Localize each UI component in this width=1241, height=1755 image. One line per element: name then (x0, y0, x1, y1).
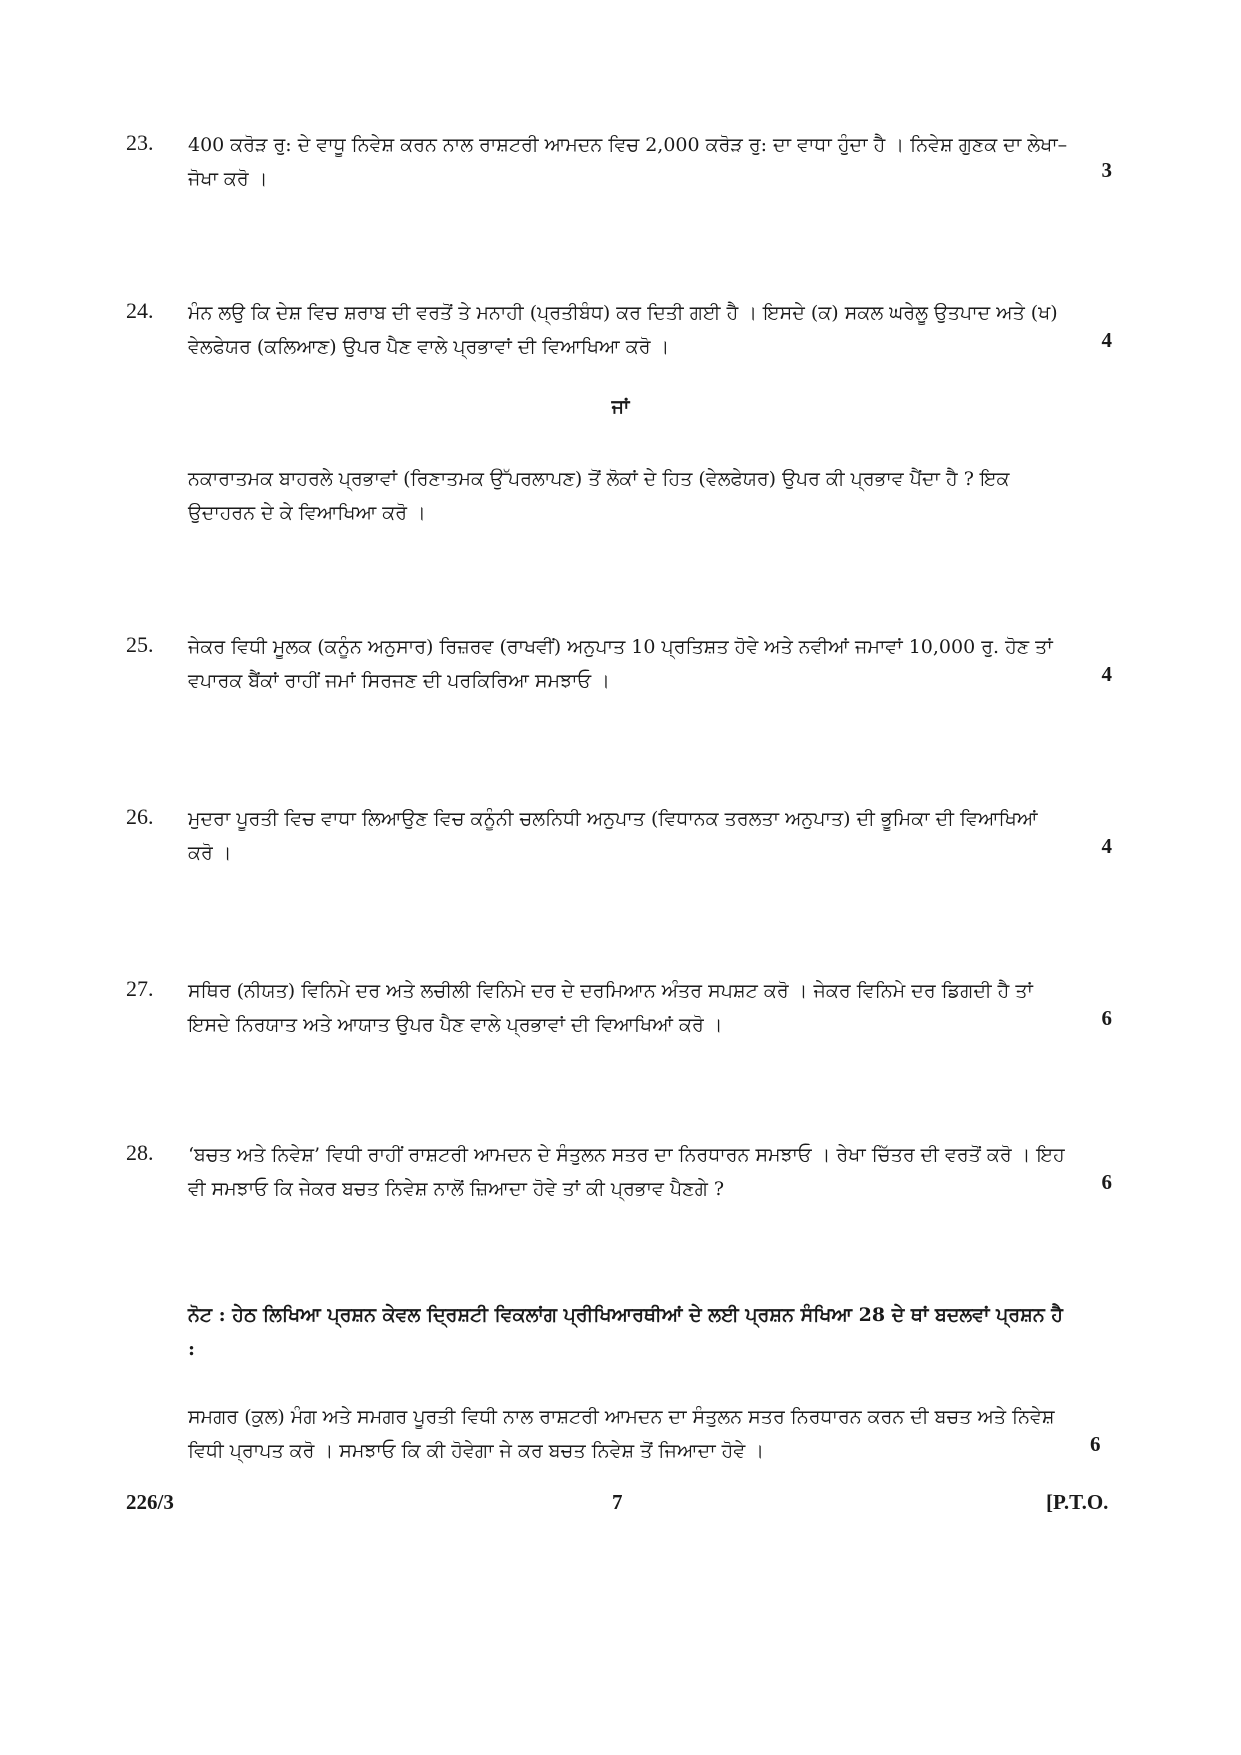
question-24-alternative: ਨਕਾਰਾਤਮਕ ਬਾਹਰਲੇ ਪ੍ਰਭਾਵਾਂ (ਰਿਣਾਤਮਕ ਉੱਪਰਲਾਪਣ) ਤੋਂ ਲੋਕਾਂ ਦੇ ਹਿਤ (ਵੇਲਫੇਯਰ) ਉਪਰ ਕੀ ਪ੍ਰਭਾਵ ਪੈਂਦਾ ਹੈ ? ਇਕ ਉਦਾਹਰਨ ਦੇ ਕੇ ਵਿਆਖਿਆ ਕਰੋ । (188, 468, 1010, 524)
question-marks: 6 (1101, 1170, 1112, 1194)
question-text: ਮੰਨ ਲਉ ਕਿ ਦੇਸ਼ ਵਿਚ ਸ਼ਰਾਬ ਦੀ ਵਰਤੋਂ ਤੇ ਮਨਾਹੀ (ਪ੍ਰਤੀਬੰਧ) ਕਰ ਦਿਤੀ ਗਈ ਹੈ । ਇਸਦੇ (ਕ) ਸਕਲ ਘਰੇਲੂ ਉਤਪਾਦ ਅਤੇ (ਖ) ਵੇਲਫੇਯਰ (ਕਲਿਆਣ) ਉਪਰ ਪੈਣ ਵਾਲੇ ਪ੍ਰਭਾਵਾਂ ਦੀ ਵਿਆਖਿਆ ਕਰੋ । (188, 302, 1058, 358)
question-marks: 4 (1101, 834, 1112, 858)
question-marks: 3 (1101, 158, 1112, 182)
question-number: 26. (126, 804, 154, 829)
question-number: 24. (126, 298, 154, 323)
question-number: 25. (126, 632, 154, 657)
or-label: ਜਾਂ (611, 396, 630, 418)
question-number: 27. (126, 976, 154, 1001)
note-question-marks: 6 (1090, 1432, 1101, 1456)
note-question-text: ਸਮਗਰ (ਕੁਲ) ਮੰਗ ਅਤੇ ਸਮਗਰ ਪੂਰਤੀ ਵਿਧੀ ਨਾਲ ਰਾਸ਼ਟਰੀ ਆਮਦਨ ਦਾ ਸੰਤੁਲਨ ਸਤਰ ਨਿਰਧਾਰਨ ਕਰਨ ਦੀ ਬਚਤ ਅਤੇ ਨਿਵੇਸ਼ ਵਿਧੀ ਪ੍ਰਾਪਤ ਕਰੋ । ਸਮਝਾਓ ਕਿ ਕੀ ਹੋਵੇਗਾ ਜੇ ਕਰ ਬਚਤ ਨਿਵੇਸ਼ ਤੋਂ ਜਿਆਦਾ ਹੋਵੇ । (188, 1406, 1055, 1462)
question-text: ਜੇਕਰ ਵਿਧੀ ਮੂਲਕ (ਕਨੂੰਨ ਅਨੁਸਾਰ) ਰਿਜ਼ਰਵ (ਰਾਖਵੀਂ) ਅਨੁਪਾਤ 10 ਪ੍ਰਤਿਸ਼ਤ ਹੋਵੇ ਅਤੇ ਨਵੀਆਂ ਜਮਾਵਾਂ 10,000 ਰੁ. ਹੋਣ ਤਾਂ ਵਪਾਰਕ ਬੈਂਕਾਂ ਰਾਹੀਂ ਜਮਾਂ ਸਿਰਜਣ ਦੀ ਪਰਕਿਰਿਆ ਸਮਝਾਓ । (188, 636, 1053, 692)
question-number: 28. (126, 1140, 154, 1165)
question-number: 23. (126, 130, 154, 155)
question-text: ‘ਬਚਤ ਅਤੇ ਨਿਵੇਸ਼’ ਵਿਧੀ ਰਾਹੀਂ ਰਾਸ਼ਟਰੀ ਆਮਦਨ ਦੇ ਸੰਤੁਲਨ ਸਤਰ ਦਾ ਨਿਰਧਾਰਨ ਸਮਝਾਓ । ਰੇਖਾ ਚਿੱਤਰ ਦੀ ਵਰਤੋਂ ਕਰੋ । ਇਹ ਵੀ ਸਮਝਾਓ ਕਿ ਜੇਕਰ ਬਚਤ ਨਿਵੇਸ਼ ਨਾਲੋਂ ਜ਼ਿਆਦਾ ਹੋਵੇ ਤਾਂ ਕੀ ਪ੍ਰਭਾਵ ਪੈਣਗੇ ? (188, 1144, 1065, 1200)
question-text: 400 ਕਰੋੜ ਰੁ: ਦੇ ਵਾਧੂ ਨਿਵੇਸ਼ ਕਰਨ ਨਾਲ ਰਾਸ਼ਟਰੀ ਆਮਦਨ ਵਿਚ 2,000 ਕਰੋੜ ਰੁ: ਦਾ ਵਾਧਾ ਹੁੰਦਾ ਹੈ । ਨਿਵੇਸ਼ ਗੁਣਕ ਦਾ ਲੇਖਾ–ਜੋਖਾ ਕਰੋ । (188, 134, 1068, 190)
question-text: ਮੁਦਰਾ ਪੂਰਤੀ ਵਿਚ ਵਾਧਾ ਲਿਆਉਣ ਵਿਚ ਕਨੂੰਨੀ ਚਲਨਿਧੀ ਅਨੁਪਾਤ (ਵਿਧਾਨਕ ਤਰਲਤਾ ਅਨੁਪਾਤ) ਦੀ ਭੂਮਿਕਾ ਦੀ ਵਿਆਖਿਆਂ ਕਰੋ । (188, 808, 1038, 864)
paper-code: 226/3 (126, 1490, 174, 1514)
note: ਨੋਟ : ਹੇਠ ਲਿਖਿਆ ਪ੍ਰਸ਼ਨ ਕੇਵਲ ਦ੍ਰਿਸ਼ਟੀ ਵਿਕਲਾਂਗ ਪ੍ਰੀਖਿਆਰਥੀਆਂ ਦੇ ਲਈ ਪ੍ਰਸ਼ਨ ਸੰਖਿਆ 28 ਦੇ ਥਾਂ ਬਦਲਵਾਂ ਪ੍ਰਸ਼ਨ ਹੈ : (188, 1304, 1063, 1360)
pto-label: [P.T.O. (1046, 1490, 1109, 1514)
question-text: ਸਥਿਰ (ਨੀਯਤ) ਵਿਨਿਮੇ ਦਰ ਅਤੇ ਲਚੀਲੀ ਵਿਨਿਮੇ ਦਰ ਦੇ ਦਰਮਿਆਨ ਅੰਤਰ ਸਪਸ਼ਟ ਕਰੋ । ਜੇਕਰ ਵਿਨਿਮੇ ਦਰ ਡਿਗਦੀ ਹੈ ਤਾਂ ਇਸਦੇ ਨਿਰਯਾਤ ਅਤੇ ਆਯਾਤ ਉਪਰ ਪੈਣ ਵਾਲੇ ਪ੍ਰਭਾਵਾਂ ਦੀ ਵਿਆਖਿਆਂ ਕਰੋ । (188, 980, 1033, 1036)
page-number: 7 (612, 1490, 623, 1514)
question-marks: 4 (1101, 328, 1112, 352)
question-marks: 4 (1101, 662, 1112, 686)
question-marks: 6 (1101, 1006, 1112, 1030)
